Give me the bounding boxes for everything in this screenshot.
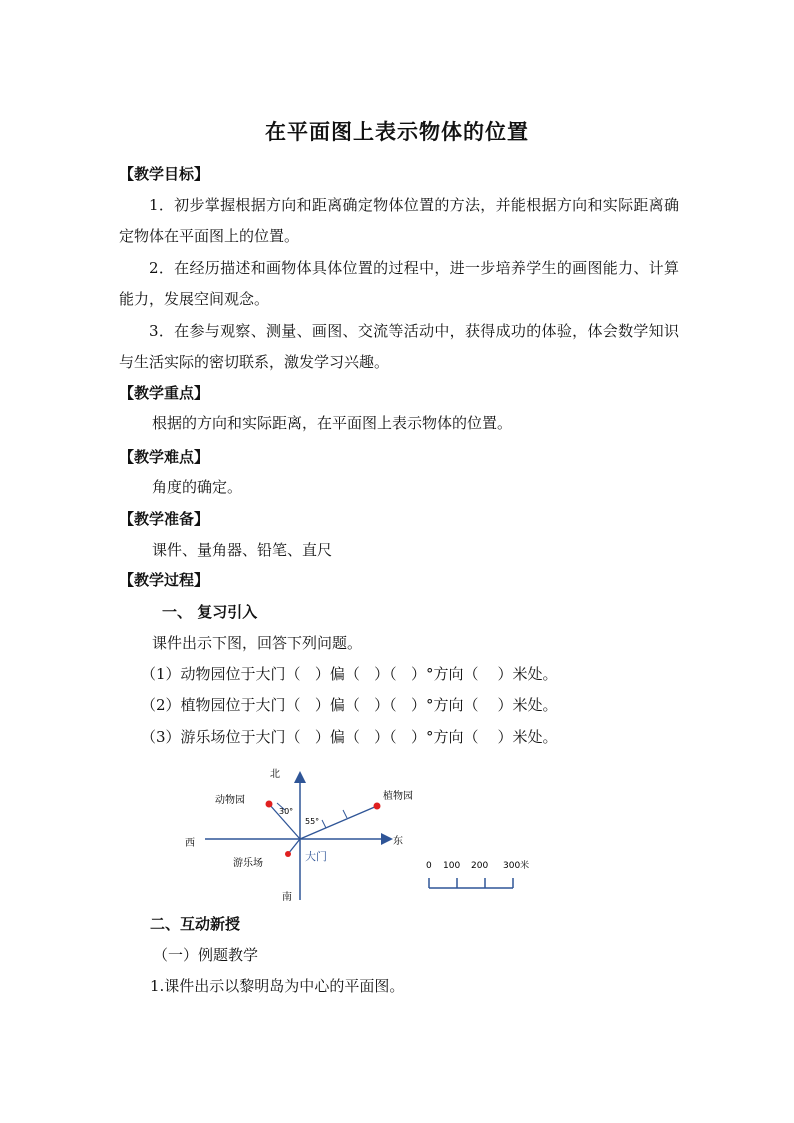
- zoo-point: [266, 801, 273, 808]
- process-heading: 【教学过程】: [119, 571, 210, 589]
- botanical-angle: 55°: [305, 817, 320, 826]
- part2-title: 二、互动新授: [150, 915, 241, 933]
- difficulties-text: 角度的确定。: [152, 478, 243, 496]
- amusement-label: 游乐场: [233, 858, 263, 869]
- key-points-text: 根据的方向和实际距离，在平面图上表示物体的位置。: [152, 414, 513, 432]
- page-title: 在平面图上表示物体的位置: [265, 120, 529, 144]
- question-3: （3）游乐场位于大门（ ）偏（ ）（ ）°方向（ ）米处。: [141, 728, 558, 746]
- key-points-heading: 【教学重点】: [119, 384, 210, 402]
- west-label: 西: [185, 838, 195, 849]
- goals-heading: 【教学目标】: [119, 165, 210, 183]
- scale-label-300: 300米: [503, 861, 530, 871]
- scale-bar: [426, 859, 529, 888]
- amusement-point: [285, 851, 291, 857]
- south-label: 南: [282, 892, 292, 903]
- zoo-angle: 30°: [279, 807, 294, 816]
- part1-title: 一、 复习引入: [162, 603, 258, 621]
- goal-item-3: 3．在参与观察、测量、画图、交流等活动中，获得成功的体验，体会数学知识与生活实际的密切联系，激发学习兴趣。: [119, 322, 679, 371]
- botanical-label: 植物园: [383, 791, 413, 802]
- step1-text: 1.课件出示以黎明岛为中心的平面图。: [150, 977, 405, 995]
- intro-text: 课件出示下图，回答下列问题。: [152, 634, 363, 652]
- scale-label-100: 100: [443, 861, 461, 871]
- preparation-text: 课件、量角器、铅笔、直尺: [152, 541, 333, 559]
- question-1: （1）动物园位于大门（ ）偏（ ）（ ）°方向（ ）米处。: [141, 665, 558, 683]
- north-label: 北: [270, 769, 280, 780]
- sub1-text: （一）例题教学: [153, 946, 259, 964]
- scale-label-0: 0: [426, 861, 432, 871]
- scale-label-200: 200: [471, 861, 489, 871]
- gate-label: 大门: [305, 850, 327, 863]
- goal-item-2: 2．在经历描述和画物体具体位置的过程中，进一步培养学生的画图能力、计算能力，发展空间观念。: [119, 259, 679, 308]
- goal-item-1: 1．初步掌握根据方向和距离确定物体位置的方法，并能根据方向和实际距离确定物体在平面图上的位置。: [119, 196, 679, 245]
- difficulties-heading: 【教学难点】: [119, 448, 210, 466]
- botanical-point: [374, 803, 381, 810]
- zoo-label: 动物园: [215, 795, 245, 806]
- east-label: 东: [393, 836, 403, 847]
- preparation-heading: 【教学准备】: [119, 510, 210, 528]
- question-2: （2）植物园位于大门（ ）偏（ ）（ ）°方向（ ）米处。: [141, 696, 558, 714]
- position-diagram: [175, 762, 555, 907]
